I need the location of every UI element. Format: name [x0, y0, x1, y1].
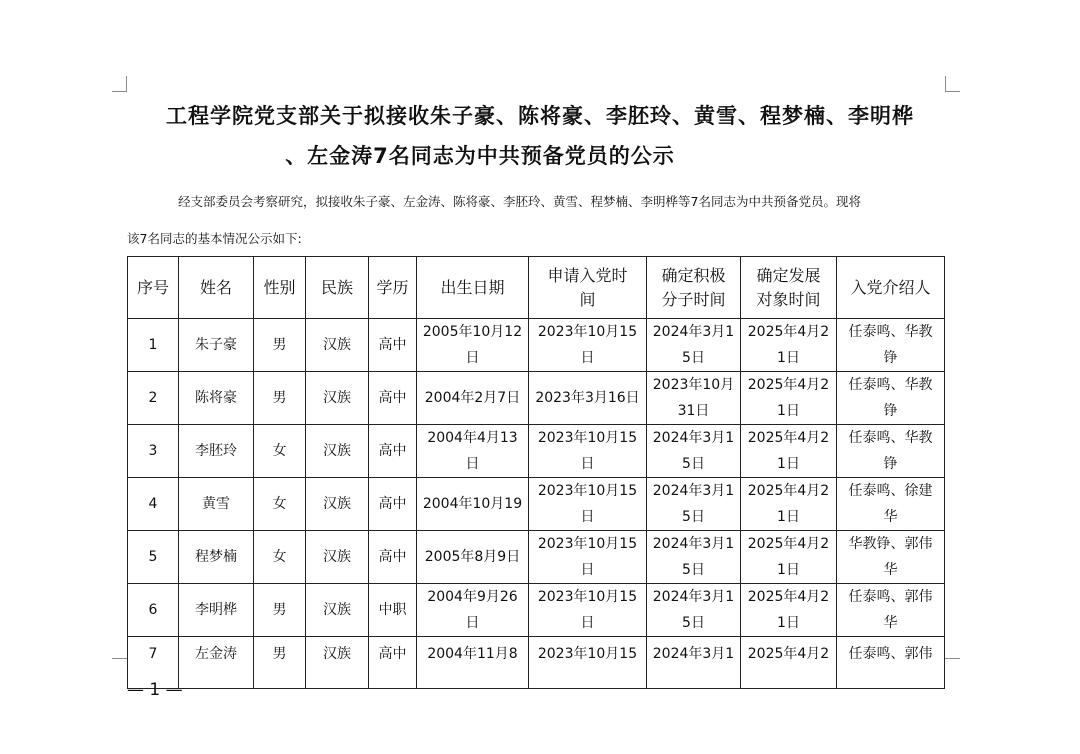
cell-ethnicity — [306, 478, 369, 531]
cell-text: 日 — [580, 615, 595, 631]
cell-candidate-date — [741, 478, 837, 531]
cell-text: 男 — [272, 337, 287, 353]
header-text: 确定发展 — [756, 265, 821, 285]
header-text: 学历 — [376, 277, 409, 297]
cell-text: 2004年10月19 — [422, 496, 523, 512]
cell-text: 2025年4月2 — [747, 536, 830, 552]
cell-name — [179, 319, 254, 372]
cell-text: 日 — [580, 456, 595, 472]
cell-apply-date — [529, 478, 647, 531]
cell-name — [179, 478, 254, 531]
cell-text: 华 — [883, 562, 898, 578]
cell-ethnicity — [306, 372, 369, 425]
cell-text: 2024年3月1 — [652, 324, 735, 340]
cell-text: 高中 — [378, 443, 407, 459]
header-text: 出生日期 — [440, 277, 505, 297]
cell-text: 7 — [148, 646, 158, 662]
cell-text: 铮 — [883, 403, 898, 419]
cell-text: 2025年4月2 — [747, 646, 830, 662]
cell-text: 汉族 — [323, 390, 351, 406]
cell-birth-date — [417, 425, 529, 478]
cell-text: 任泰鸣、郭伟 — [848, 589, 933, 605]
cell-text: 1日 — [777, 562, 800, 578]
cell-education — [369, 425, 417, 478]
cell-text: 日 — [465, 350, 480, 366]
cell-text: 2025年4月2 — [747, 324, 830, 340]
cell-text: 2025年4月2 — [747, 483, 830, 499]
cell-name — [179, 584, 254, 637]
header-text: 申请入党时 — [547, 265, 628, 285]
header-seq — [128, 257, 179, 319]
cell-text: 中职 — [378, 602, 407, 618]
header-text: 间 — [579, 289, 596, 309]
cell-text: 女 — [272, 549, 287, 565]
cell-birth-date — [417, 372, 529, 425]
table-row — [128, 584, 945, 637]
cell-text: 2004年11月8 — [427, 646, 518, 662]
cell-birth-date — [417, 478, 529, 531]
cell-gender — [254, 425, 306, 478]
cell-text: 日 — [580, 350, 595, 366]
cell-education — [369, 637, 417, 689]
cell-text: 李明桦 — [195, 602, 237, 618]
cell-ethnicity — [306, 584, 369, 637]
document-title-line-1: 工程学院党支部关于拟接收朱子豪、陈将豪、李胚玲、黄雪、程梦楠、李明桦 — [166, 104, 914, 128]
header-birth-date — [417, 257, 529, 319]
cell-text: 任泰鸣、华教 — [848, 430, 933, 446]
cell-text: 5日 — [682, 615, 705, 631]
cell-text: 汉族 — [323, 602, 351, 618]
cell-text: 程梦楠 — [195, 549, 237, 565]
cell-candidate-date — [741, 425, 837, 478]
cell-text: 2024年3月1 — [652, 430, 735, 446]
cell-text: 铮 — [883, 350, 898, 366]
cell-gender — [254, 637, 306, 689]
header-ethnicity — [306, 257, 369, 319]
cell-activist-date — [647, 637, 741, 689]
crop-mark-top-right-h — [945, 91, 960, 92]
header-text: 序号 — [136, 277, 169, 297]
cell-text: 李胚玲 — [195, 443, 237, 459]
cell-text: 2004年9月26 — [427, 589, 518, 605]
cell-text: 汉族 — [323, 496, 351, 512]
cell-introducers — [837, 372, 945, 425]
cell-candidate-date — [741, 584, 837, 637]
cell-activist-date — [647, 319, 741, 372]
cell-candidate-date — [741, 319, 837, 372]
cell-text: 朱子豪 — [195, 337, 237, 353]
candidate-table — [127, 256, 945, 689]
cell-name — [179, 531, 254, 584]
crop-mark-top-left-h — [112, 91, 127, 92]
cell-text: 2023年10月15 — [537, 483, 638, 499]
cell-candidate-date — [741, 372, 837, 425]
cell-text: 华教铮、郭伟 — [848, 536, 933, 552]
cell-text: 2024年3月1 — [652, 646, 735, 662]
cell-text: 2025年4月2 — [747, 430, 830, 446]
cell-text: 3 — [148, 443, 158, 459]
cell-apply-date — [529, 531, 647, 584]
header-text: 性别 — [263, 277, 296, 297]
cell-text: 高中 — [378, 496, 407, 512]
table-row — [128, 478, 945, 531]
cell-gender — [254, 478, 306, 531]
cell-introducers — [837, 531, 945, 584]
cell-ethnicity — [306, 637, 369, 689]
cell-birth-date — [417, 637, 529, 689]
cell-text: 2004年2月7日 — [424, 390, 521, 406]
header-text: 对象时间 — [756, 289, 821, 309]
cell-text: 陈将豪 — [195, 390, 237, 406]
cell-text: 日 — [465, 615, 480, 631]
cell-activist-date — [647, 425, 741, 478]
cell-apply-date — [529, 425, 647, 478]
cell-text: 汉族 — [323, 337, 351, 353]
table-row — [128, 531, 945, 584]
cell-text: 4 — [148, 496, 158, 512]
table-row — [128, 425, 945, 478]
cell-education — [369, 319, 417, 372]
cell-education — [369, 584, 417, 637]
cell-text: 任泰鸣、华教 — [848, 377, 933, 393]
crop-mark-bottom-left-h — [112, 658, 127, 659]
cell-text: 汉族 — [323, 549, 351, 565]
cell-introducers — [837, 584, 945, 637]
header-text: 姓名 — [199, 277, 232, 297]
cell-text: 2005年8月9日 — [424, 549, 521, 565]
header-text: 确定积极 — [661, 265, 726, 285]
cell-text: 女 — [272, 496, 287, 512]
cell-seq — [128, 425, 179, 478]
cell-education — [369, 478, 417, 531]
cell-text: 高中 — [378, 646, 407, 662]
page-number: — 1 — — [127, 680, 183, 700]
cell-text: 5日 — [682, 456, 705, 472]
cell-text: 1日 — [777, 456, 800, 472]
cell-seq — [128, 531, 179, 584]
cell-gender — [254, 584, 306, 637]
cell-text: 2004年4月13 — [427, 430, 518, 446]
cell-text: 5 — [148, 549, 158, 565]
intro-paragraph-line-2: 该7名同志的基本情况公示如下: — [127, 231, 302, 246]
cell-seq — [128, 372, 179, 425]
cell-text: 黄雪 — [202, 496, 230, 512]
cell-text: 日 — [580, 562, 595, 578]
cell-gender — [254, 372, 306, 425]
cell-gender — [254, 531, 306, 584]
cell-text: 1日 — [777, 403, 800, 419]
cell-text: 2024年3月1 — [652, 589, 735, 605]
cell-text: 任泰鸣、华教 — [848, 324, 933, 340]
cell-activist-date — [647, 478, 741, 531]
cell-introducers — [837, 478, 945, 531]
cell-seq — [128, 319, 179, 372]
table-row — [128, 637, 945, 689]
cell-text: 高中 — [378, 337, 407, 353]
cell-text: 5日 — [682, 562, 705, 578]
cell-text: 高中 — [378, 549, 407, 565]
header-activist-date — [647, 257, 741, 319]
cell-introducers — [837, 637, 945, 689]
cell-text: 华 — [883, 509, 898, 525]
cell-text: 汉族 — [323, 443, 351, 459]
intro-paragraph-line-1: 经支部委员会考察研究，拟接收朱子豪、左金涛、陈将豪、李胚玲、黄雪、程梦楠、李明桦等7名同志为中共预备党员。现将 — [178, 194, 861, 209]
cell-text: 2023年10月15 — [537, 589, 638, 605]
cell-ethnicity — [306, 425, 369, 478]
cell-text: 2005年10月12 — [422, 324, 523, 340]
cell-text: 高中 — [378, 390, 407, 406]
cell-text: 汉族 — [323, 646, 351, 662]
crop-mark-bottom-right-h — [945, 658, 960, 659]
cell-seq — [128, 478, 179, 531]
cell-text: 任泰鸣、郭伟 — [848, 646, 933, 662]
cell-text: 2024年3月1 — [652, 536, 735, 552]
cell-name — [179, 425, 254, 478]
cell-text: 2025年4月2 — [747, 377, 830, 393]
cell-candidate-date — [741, 637, 837, 689]
cell-apply-date — [529, 584, 647, 637]
cell-text: 日 — [465, 456, 480, 472]
cell-text: 2024年3月1 — [652, 483, 735, 499]
cell-text: 2023年10月15 — [537, 646, 638, 662]
cell-education — [369, 372, 417, 425]
cell-text: 2023年10月 — [652, 377, 735, 393]
crop-mark-top-left-v — [126, 76, 127, 92]
table-row — [128, 372, 945, 425]
cell-ethnicity — [306, 319, 369, 372]
cell-text: 日 — [580, 509, 595, 525]
cell-text: 华 — [883, 615, 898, 631]
cell-activist-date — [647, 584, 741, 637]
document-title-line-2: 、左金涛7名同志为中共预备党员的公示 — [285, 144, 675, 168]
cell-text: 1 — [148, 337, 158, 353]
cell-candidate-date — [741, 531, 837, 584]
cell-ethnicity — [306, 531, 369, 584]
cell-apply-date — [529, 372, 647, 425]
cell-gender — [254, 319, 306, 372]
cell-text: 男 — [272, 390, 287, 406]
header-education — [369, 257, 417, 319]
header-text: 民族 — [320, 277, 353, 297]
cell-birth-date — [417, 319, 529, 372]
cell-text: 左金涛 — [195, 646, 237, 662]
header-gender — [254, 257, 306, 319]
cell-name — [179, 637, 254, 689]
cell-text: 任泰鸣、徐建 — [848, 483, 933, 499]
cell-text: 31日 — [677, 403, 710, 419]
crop-mark-top-right-v — [945, 76, 946, 92]
cell-apply-date — [529, 319, 647, 372]
cell-activist-date — [647, 372, 741, 425]
cell-text: 1日 — [777, 615, 800, 631]
header-text: 入党介绍人 — [850, 277, 931, 297]
cell-text: 2023年10月15 — [537, 430, 638, 446]
header-candidate-date — [741, 257, 837, 319]
table-header-row — [128, 257, 945, 319]
cell-birth-date — [417, 584, 529, 637]
cell-text: 2023年10月15 — [537, 324, 638, 340]
header-text: 分子时间 — [661, 289, 726, 309]
cell-introducers — [837, 425, 945, 478]
cell-seq — [128, 584, 179, 637]
cell-name — [179, 372, 254, 425]
cell-text: 铮 — [883, 456, 898, 472]
cell-activist-date — [647, 531, 741, 584]
cell-text: 男 — [272, 602, 287, 618]
cell-text: 2023年10月15 — [537, 536, 638, 552]
cell-text: 2025年4月2 — [747, 589, 830, 605]
cell-text: 6 — [148, 602, 158, 618]
cell-text: 2023年3月16日 — [535, 390, 640, 406]
cell-education — [369, 531, 417, 584]
cell-text: 男 — [272, 646, 287, 662]
cell-text: 女 — [272, 443, 287, 459]
header-name — [179, 257, 254, 319]
cell-text: 2 — [148, 390, 158, 406]
cell-apply-date — [529, 637, 647, 689]
cell-birth-date — [417, 531, 529, 584]
cell-text: 5日 — [682, 350, 705, 366]
table-row — [128, 319, 945, 372]
header-apply-date — [529, 257, 647, 319]
cell-text: 5日 — [682, 509, 705, 525]
cell-text: 1日 — [777, 509, 800, 525]
cell-text: 1日 — [777, 350, 800, 366]
header-introducers — [837, 257, 945, 319]
cell-introducers — [837, 319, 945, 372]
